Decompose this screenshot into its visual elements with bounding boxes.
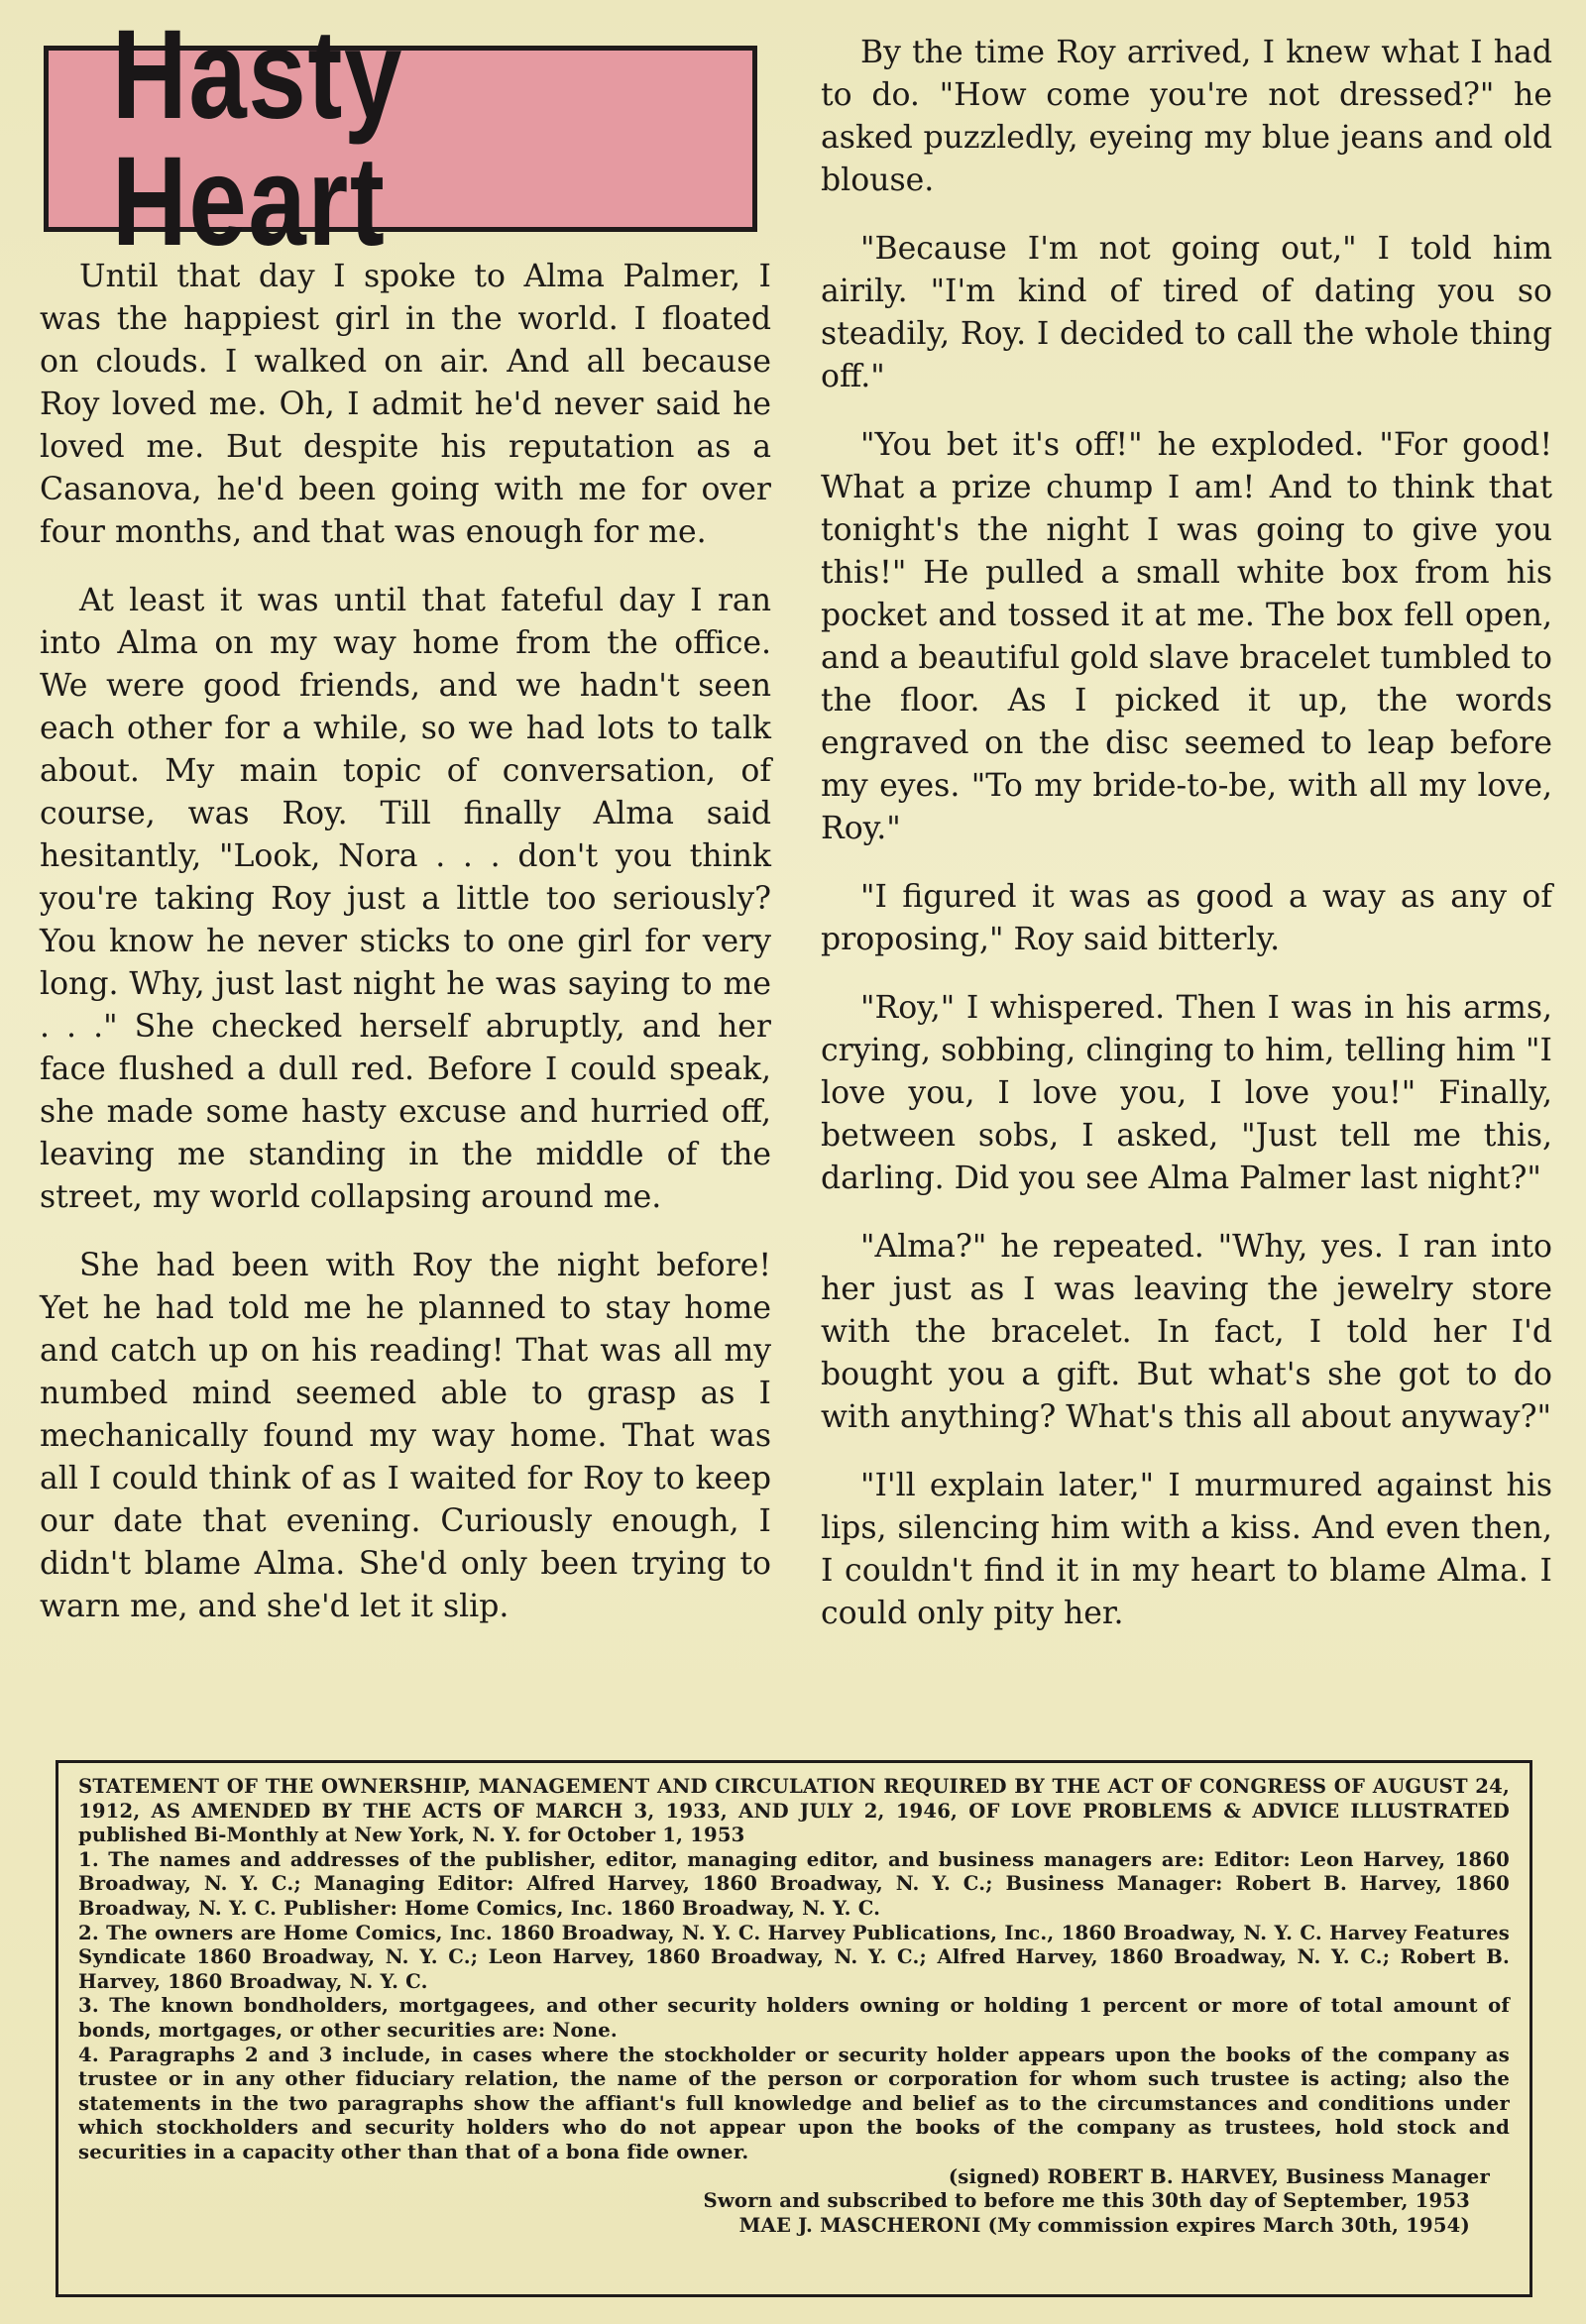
story-paragraph: At least it was until that fateful day I ran into Alma on my way home from the office. We were good friends, and we hadn't seen each other for a while, so we had lots to talk about. My main topic of conversation, of course, was Roy. Till finally Alma said hesitantly, "Look, Nora . . . don't you think you're taking Roy just a little too seriously? You know he never sticks to one girl for very long. Why, just last night he was saying to me . . ." She checked herself abruptly, and her face flushed a dull red. Before I could speak, she made some hasty excuse and hurried off, leaving me standing in the middle of the street, my world collapsing around me. <box>40 583 771 1215</box>
statement-header: STATEMENT OF THE OWNERSHIP, MANAGEMENT AND CIRCULATION REQUIRED BY THE ACT OF CONGRESS OF AUGUST 24, 1912, AS AMENDED BY THE ACTS OF MARCH 3, 1933, AND JULY 2, 1946, OF LOVE PROBLEMS & ADVICE ILLUSTRATED published Bi-Monthly at New York, N. Y. for October 1, 1953 <box>78 1775 1510 1847</box>
statement-paragraph: 1. The names and addresses of the publisher, editor, managing editor, and business managers are: Editor: Leon Harvey, 1860 Broadway, N. Y. C.; Managing Editor: Alfred Harvey, 1860 Broadway, N. Y. C.; Business Manager: Robert B. Harvey, 1860 Broadway, N. Y. C. Publisher: Home Comics, Inc. 1860 Broadway, N. Y. C. <box>78 1847 1510 1920</box>
ownership-statement-box <box>56 1760 1532 2297</box>
statement-paragraph: 3. The known bondholders, mortgagees, and other security holders owning or holding 1 percent or more of total amount of bonds, mortgages, or other securities are: None. <box>78 1994 1510 2042</box>
story-paragraph: "Because I'm not going out," I told him airily. "I'm kind of tired of dating you so steadily, Roy. I decided to call the whole thing off." <box>821 231 1552 394</box>
story-paragraph: "I'll explain later," I murmured against his lips, silencing him with a kiss. And even then, I couldn't find it in my heart to blame Alma. I could only pity her. <box>821 1468 1552 1631</box>
story-column-left <box>40 256 771 1654</box>
statement-signature: (signed) ROBERT B. HARVEY, Business Manager <box>948 2164 1490 2188</box>
story-column-right <box>821 32 1552 1661</box>
statement-notary: MAE J. MASCHERONI (My commission expires March 30th, 1954) <box>738 2213 1470 2237</box>
story-paragraph: "You bet it's off!" he exploded. "For good! What a prize chump I am! And to think that tonight's the night I was going to give you this!" He pulled a small white box from his pocket and tossed it at me. The box fell open, and a beautiful gold slave bracelet tumbled to the floor. As I picked it up, the words engraved on the disc seemed to leap before my eyes. "To my bride-to-be, with all my love, Roy." <box>821 427 1552 846</box>
story-title: Hasty Heart <box>111 4 403 273</box>
story-paragraph: She had been with Roy the night before! Yet he had told me he planned to stay home and catch up on his reading! That was all my numbed mind seemed able to grasp as I mechanically found my way home. That was all I could think of as I waited for Roy to keep our date that evening. Curiously enough, I didn't blame Alma. She'd only been trying to warn me, and she'd let it slip. <box>40 1248 771 1624</box>
story-paragraph: Until that day I spoke to Alma Palmer, I was the happiest girl in the world. I floated on clouds. I walked on air. And all because Roy loved me. Oh, I admit he'd never said he loved me. But despite his reputation as a Casanova, he'd been going with me for over four months, and that was enough for me. <box>40 259 771 550</box>
story-paragraph: "I figured it was as good a way as any of proposing," Roy said bitterly. <box>821 879 1552 957</box>
statement-paragraph: 2. The owners are Home Comics, Inc. 1860 Broadway, N. Y. C. Harvey Publications, Inc., 1860 Broadway, N. Y. C. Harvey Features Syndicate 1860 Broadway, N. Y. C.; Leon Harvey, 1860 Broadway, N. Y. C.; Alfred Harvey, 1860 Broadway, N. Y. C.; Robert B. Harvey, 1860 Broadway, N. Y. C. <box>78 1921 1510 1993</box>
story-paragraph: "Alma?" he repeated. "Why, yes. I ran into her just as I was leaving the jewelry store with the bracelet. In fact, I told her I'd bought you a gift. But what's she got to do with anything? What's this all about anyway?" <box>821 1229 1552 1435</box>
story-paragraph: "Roy," I whispered. Then I was in his arms, crying, sobbing, clinging to him, telling him "I love you, I love you, I love you!" Finally, between sobs, I asked, "Just tell me this, darling. Did you see Alma Palmer last night?" <box>821 990 1552 1196</box>
statement-paragraph: 4. Paragraphs 2 and 3 include, in cases where the stockholder or security holder appears upon the books of the company as trustee or in any other fiduciary relation, the name of the person or corporation for whom such trustee is acting; also the statements in the two paragraphs show the affiant's full knowledge and belief as to the circumstances and conditions under which stockholders and security holders who do not appear upon the books of the company as trustees, hold stock and securities in a capacity other than that of a bona fide owner. <box>78 2043 1510 2163</box>
story-title-box <box>44 4 757 273</box>
story-paragraph: By the time Roy arrived, I knew what I had to do. "How come you're not dressed?" he asked puzzledly, eyeing my blue jeans and old blouse. <box>821 35 1552 198</box>
statement-sworn: Sworn and subscribed to before me this 30th day of September, 1953 <box>703 2189 1470 2213</box>
